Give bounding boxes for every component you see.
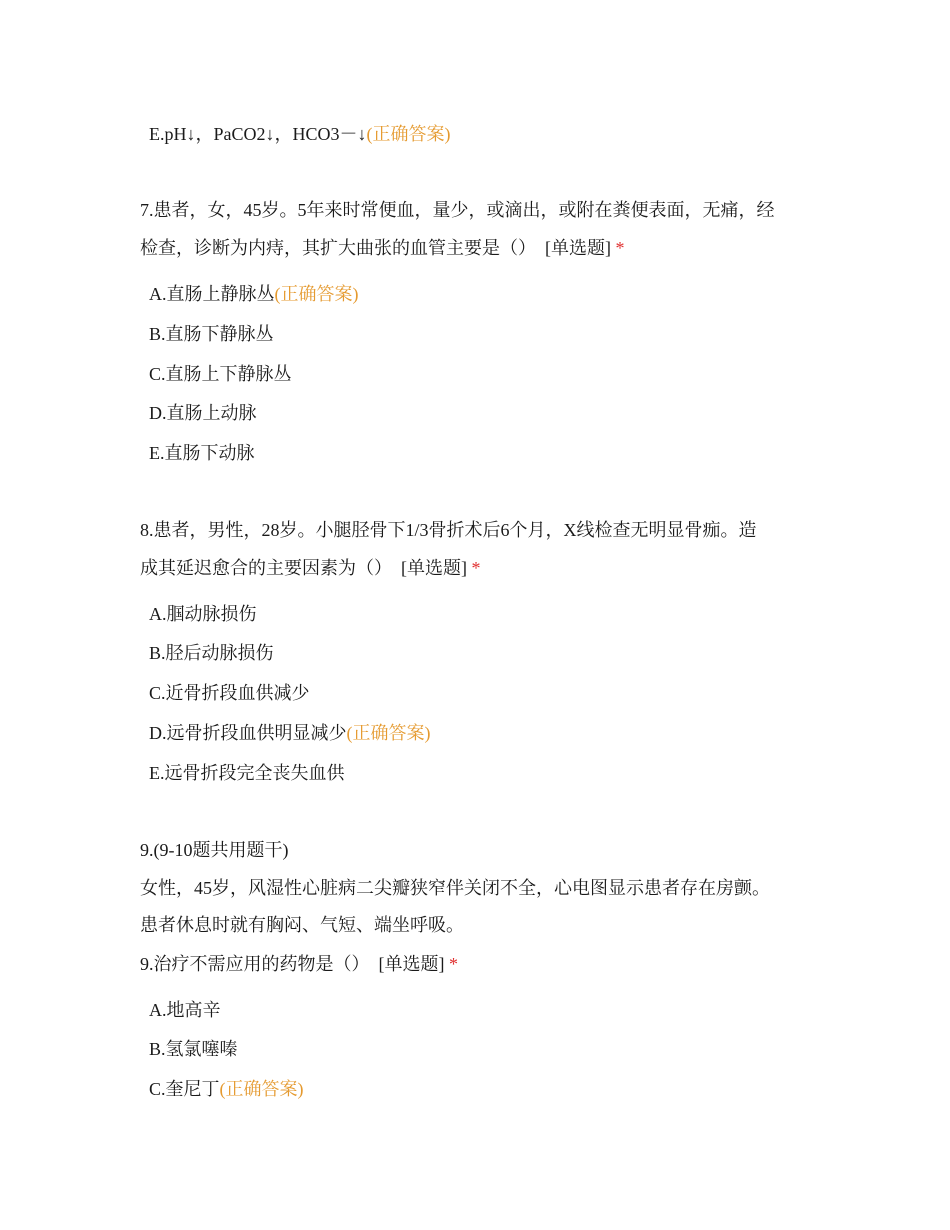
q8-option-d	[149, 721, 431, 745]
option-text: A.直肠上静脉丛	[149, 284, 275, 304]
correct-answer-label: (正确答案)	[346, 723, 431, 743]
question-type-label: [单选题]	[378, 954, 445, 974]
q9-stem-line-3: 患者休息时就有胸闷、气短、端坐呼吸。	[140, 915, 464, 935]
q7-option-d: D.直肠上动脉	[149, 403, 257, 423]
correct-answer-label: (正确答案)	[366, 124, 451, 144]
q7-option-b: B.直肠下静脉丛	[149, 324, 274, 344]
q9-option-a: A.地高辛	[149, 1000, 221, 1020]
correct-answer-label: (正确答案)	[219, 1079, 304, 1099]
question-type-label: [单选题]	[401, 558, 467, 578]
q7-option-e: E.直肠下动脉	[149, 443, 255, 463]
q7-stem-line-2	[140, 236, 625, 260]
q7-option-a	[149, 282, 359, 306]
q8-option-b: B.胫后动脉损伤	[149, 643, 274, 663]
q8-stem-line-2	[140, 556, 481, 580]
stem-text: 检查，诊断为内痔，其扩大曲张的血管主要是（）	[140, 238, 536, 258]
q8-option-a: A.腘动脉损伤	[149, 604, 257, 624]
stem-text: 成其延迟愈合的主要因素为（）	[140, 558, 392, 578]
q9-stem-line-4	[140, 952, 458, 976]
q9-stem-line-2: 女性，45岁，风湿性心脏病二尖瓣狭窄伴关闭不全，心电图显示患者存在房颤。	[140, 878, 770, 898]
q6-option-e	[149, 122, 451, 146]
q7-option-c: C.直肠上下静脉丛	[149, 364, 292, 384]
q9-option-c	[149, 1077, 304, 1101]
option-text: D.远骨折段血供明显减少	[149, 723, 347, 743]
q9-stem-line-1: 9.(9-10题共用题干)	[140, 840, 289, 860]
question-type-label: [单选题]	[545, 238, 611, 258]
q7-stem-line-1: 7.患者，女，45岁。5年来时常便血，量少，或滴出，或附在粪便表面，无痛，经	[140, 200, 775, 220]
correct-answer-label: (正确答案)	[274, 284, 359, 304]
q8-option-c: C.近骨折段血供减少	[149, 683, 310, 703]
required-mark: *	[615, 238, 625, 258]
q8-stem-line-1: 8.患者，男性，28岁。小腿胫骨下1/3骨折术后6个月，X线检查无明显骨痂。造	[140, 520, 757, 540]
option-text: E.pH↓，PaCO2↓，HCO3－↓	[149, 124, 367, 144]
stem-text: 9.治疗不需应用的药物是（）	[140, 954, 370, 974]
required-mark: *	[471, 558, 481, 578]
option-text: C.奎尼丁	[149, 1079, 220, 1099]
required-mark: *	[449, 954, 458, 974]
q8-option-e: E.远骨折段完全丧失血供	[149, 763, 345, 783]
q9-option-b: B.氢氯噻嗪	[149, 1039, 238, 1059]
